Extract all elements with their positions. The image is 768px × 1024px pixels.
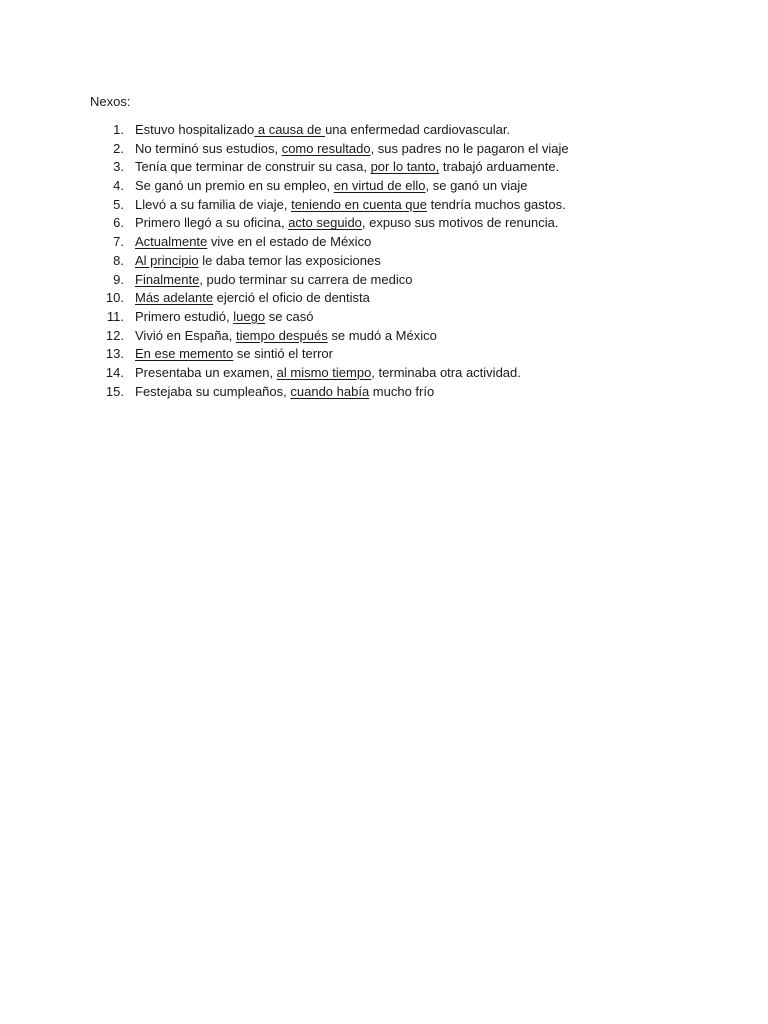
item-text — [135, 121, 510, 140]
text-after: tendría muchos gastos. — [427, 196, 566, 212]
underlined-connector: a causa de — [254, 122, 326, 137]
text-after: se sintió el terror — [233, 346, 333, 362]
list-item — [100, 196, 569, 215]
item-number: 7. — [113, 234, 124, 250]
item-text — [135, 271, 412, 290]
item-text — [135, 252, 381, 271]
underlined-connector: al mismo tiempo — [276, 364, 372, 380]
item-text — [135, 233, 371, 252]
item-number: 12. — [105, 327, 124, 343]
list-item — [100, 177, 569, 196]
list-item — [100, 289, 569, 308]
text-before: Primero llegó a su oficina, — [135, 215, 289, 231]
list-item — [100, 214, 569, 233]
text-after: ejerció el oficio de dentista — [213, 290, 370, 306]
list-item — [100, 252, 569, 271]
item-text — [135, 140, 569, 159]
item-text — [135, 364, 521, 383]
item-text — [135, 158, 559, 177]
list-item — [100, 383, 569, 402]
text-after: una enfermedad cardiovascular. — [325, 122, 511, 137]
underlined-connector: tiempo después — [235, 327, 328, 343]
item-number: 10. — [105, 290, 124, 306]
text-before: Llevó a su familia de viaje, — [135, 196, 292, 212]
text-before: Estuvo hospitalizado — [135, 122, 255, 137]
text-after: , pudo terminar su carrera de medico — [199, 271, 413, 287]
item-text — [135, 345, 333, 364]
item-number: 9. — [113, 271, 124, 287]
text-before: Presentaba un examen, — [135, 364, 277, 380]
item-text — [135, 383, 434, 402]
item-number: 5. — [113, 196, 124, 212]
text-after: trabajó arduamente. — [439, 159, 560, 175]
item-text — [135, 289, 370, 308]
underlined-connector: en virtud de ello — [333, 178, 426, 194]
text-before: Festejaba su cumpleaños, — [135, 383, 291, 399]
item-number: 11. — [106, 308, 124, 324]
item-number: 13. — [105, 346, 124, 362]
text-after: se mudó a México — [327, 327, 437, 343]
text-after: , sus padres no le pagaron el viaje — [370, 140, 569, 156]
text-after: , terminaba otra actividad. — [371, 364, 521, 380]
document-heading: Nexos: — [90, 94, 131, 109]
text-after: , expuso sus motivos de renuncia. — [361, 215, 559, 231]
underlined-connector: Al principio — [135, 252, 199, 268]
text-after: mucho frío — [369, 383, 435, 399]
text-before: Primero estudió, — [135, 308, 234, 324]
text-before: Se ganó un premio en su empleo, — [135, 178, 334, 194]
underlined-connector: teniendo en cuenta que — [291, 196, 427, 212]
item-number: 15. — [105, 383, 124, 399]
connector-list — [100, 121, 569, 401]
item-number: 2. — [113, 140, 124, 156]
list-item — [100, 233, 569, 252]
underlined-connector: como resultado — [281, 140, 371, 156]
underlined-connector: por lo tanto, — [370, 159, 440, 175]
list-item — [100, 364, 569, 383]
underlined-connector: En ese memento — [135, 346, 234, 362]
underlined-connector: cuando había — [290, 383, 370, 399]
item-number: 4. — [113, 178, 124, 194]
text-after: vive en el estado de México — [207, 234, 372, 250]
item-text — [135, 308, 314, 327]
list-item — [100, 327, 569, 346]
item-text — [135, 327, 437, 346]
text-after: le daba temor las exposiciones — [198, 252, 381, 268]
underlined-connector: luego — [233, 308, 266, 324]
item-number: 8. — [113, 252, 124, 268]
underlined-connector: Más adelante — [135, 290, 214, 306]
underlined-connector: Finalmente — [135, 271, 200, 287]
list-item — [100, 345, 569, 364]
text-after: se casó — [265, 308, 314, 324]
underlined-connector: acto seguido — [288, 215, 362, 231]
list-item — [100, 308, 569, 327]
text-before: Tenía que terminar de construir su casa, — [135, 159, 371, 175]
item-number: 3. — [113, 159, 124, 175]
item-text — [135, 177, 527, 196]
item-number: 1. — [113, 122, 124, 137]
text-before: No terminó sus estudios, — [135, 140, 282, 156]
list-item — [100, 158, 569, 177]
list-item — [100, 121, 569, 140]
item-number: 14. — [105, 364, 124, 380]
text-after: , se ganó un viaje — [425, 178, 528, 194]
item-text — [135, 214, 558, 233]
underlined-connector: Actualmente — [135, 234, 208, 250]
list-item — [100, 271, 569, 290]
item-text — [135, 196, 566, 215]
item-number: 6. — [113, 215, 124, 231]
text-before: Vivió en España, — [135, 327, 236, 343]
list-item — [100, 140, 569, 159]
